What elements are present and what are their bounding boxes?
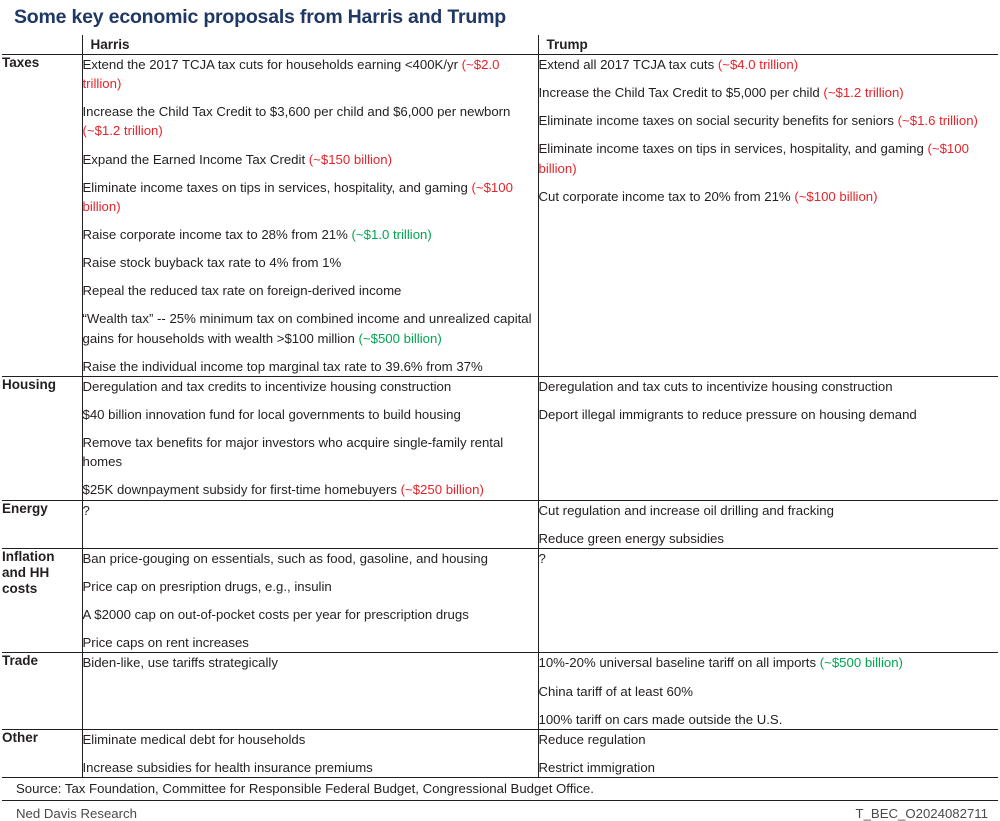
proposal-text: Eliminate medical debt for households (82, 731, 306, 747)
proposal-cost: (~$500 billion) (358, 330, 442, 346)
proposal-cost: (~$150 billion) (308, 151, 392, 167)
proposal-cost: (~$2.0 trillion) (82, 57, 500, 92)
proposal-item (539, 501, 999, 520)
proposal-item (539, 682, 999, 701)
harris-proposals-cell (82, 548, 538, 653)
proposal-cost: (~$1.6 trillion) (897, 113, 978, 129)
proposal-cost: (~$1.2 trillion) (823, 85, 904, 101)
proposal-item (539, 187, 999, 206)
proposal-cost: (~$1.0 trillion) (351, 226, 432, 242)
page-footer (2, 801, 998, 821)
proposal-text: Remove tax benefits for major investors who acquire single-family rental homes (82, 435, 504, 470)
proposal-text: Biden-like, use tariffs strategically (82, 655, 278, 671)
proposal-item (83, 253, 538, 272)
proposal-item (539, 529, 999, 548)
proposal-item (83, 653, 538, 672)
proposal-text: Cut regulation and increase oil drilling and fracking (538, 502, 834, 518)
proposal-item (539, 139, 999, 177)
proposal-text: “Wealth tax” -- 25% minimum tax on combined income and unrealized capital gains for households with wealth >$100 million (82, 311, 532, 346)
proposal-item (83, 730, 538, 749)
proposal-item (83, 281, 538, 300)
proposal-item (539, 653, 999, 672)
harris-proposals-cell (82, 500, 538, 548)
section-label: Housing (2, 376, 82, 500)
section-label: Trade (2, 653, 82, 729)
header-trump-cell (538, 35, 998, 55)
proposal-text: Deport illegal immigrants to reduce pressure on housing demand (538, 406, 917, 422)
harris-proposals-cell (82, 653, 538, 729)
source-note: Source: Tax Foundation, Committee for Responsible Federal Budget, Congressional Budget Office. (2, 778, 998, 801)
proposal-text: Increase the Child Tax Credit to $3,600 per child and $6,000 per newborn (82, 104, 511, 120)
proposal-item (539, 758, 999, 777)
proposal-text: Increase subsidies for health insurance premiums (82, 759, 373, 775)
proposal-cost: (~$500 billion) (819, 655, 903, 671)
proposal-text: Deregulation and tax cuts to incentivize housing construction (538, 378, 893, 394)
table-row (2, 376, 998, 500)
proposal-text: Raise corporate income tax to 28% from 21% (82, 226, 352, 242)
proposal-item (83, 55, 538, 93)
proposal-text: A $2000 cap on out-of-pocket costs per year for prescription drugs (82, 607, 469, 623)
proposal-item (83, 405, 538, 424)
proposal-item (83, 433, 538, 471)
proposal-text: Extend all 2017 TCJA tax cuts (538, 57, 718, 72)
proposal-text: China tariff of at least 60% (538, 683, 693, 699)
proposal-item (83, 309, 538, 347)
harris-proposals-cell (82, 55, 538, 377)
table-row (2, 653, 998, 729)
trump-proposals-cell (538, 729, 998, 777)
proposal-text: Increase the Child Tax Credit to $5,000 per child (538, 85, 824, 101)
harris-proposals-cell (82, 376, 538, 500)
footer-left: Ned Davis Research (16, 806, 137, 821)
proposal-item (539, 710, 999, 729)
trump-proposals-cell (538, 653, 998, 729)
proposal-item (83, 605, 538, 624)
proposal-text: Reduce green energy subsidies (538, 530, 724, 546)
trump-proposals-cell (538, 55, 998, 377)
proposal-text: $40 billion innovation fund for local governments to build housing (82, 406, 461, 422)
proposal-item (83, 758, 538, 777)
section-label: Taxes (2, 55, 82, 377)
proposal-item (83, 150, 538, 169)
proposal-item (539, 549, 999, 568)
proposal-cost: (~$250 billion) (400, 482, 484, 498)
table-row (2, 729, 998, 777)
proposal-cost: (~$100 billion) (538, 141, 969, 176)
trump-proposals-cell (538, 500, 998, 548)
section-label: Other (2, 729, 82, 777)
proposal-item (83, 501, 538, 520)
proposal-cost: (~$100 billion) (82, 179, 513, 214)
harris-proposals-cell (82, 729, 538, 777)
table-header-row (2, 35, 998, 55)
proposal-text: $25K downpayment subsidy for first-time homebuyers (82, 482, 401, 498)
page-title: Some key economic proposals from Harris and Trump (14, 6, 506, 28)
proposal-text: ? (82, 502, 90, 518)
section-label: Energy (2, 500, 82, 548)
proposal-text: Extend the 2017 TCJA tax cuts for households earning <400K/yr (82, 57, 462, 72)
proposal-item (83, 480, 538, 499)
proposal-text: Eliminate income taxes on social security benefits for seniors (538, 113, 898, 129)
proposal-text: Ban price-gouging on essentials, such as food, gasoline, and housing (82, 550, 488, 566)
proposal-text: Price cap on presription drugs, e.g., insulin (82, 578, 332, 594)
proposal-item (83, 577, 538, 596)
section-label: Inflation and HH costs (2, 548, 82, 653)
header-harris-cell (82, 35, 538, 55)
table-row (2, 548, 998, 653)
proposal-item (83, 377, 538, 396)
proposal-item (539, 405, 999, 424)
trump-proposals-cell (538, 548, 998, 653)
proposal-text: Eliminate income taxes on tips in services, hospitality, and gaming (538, 141, 928, 157)
proposal-item (83, 225, 538, 244)
proposal-item (539, 83, 999, 102)
table-row (2, 500, 998, 548)
proposal-text: Repeal the reduced tax rate on foreign-derived income (82, 283, 402, 299)
header-label-cell (2, 35, 82, 55)
table-row (2, 55, 998, 377)
footer-right: T_BEC_O2024082711 (855, 806, 988, 821)
proposal-text: 100% tariff on cars made outside the U.S. (538, 711, 783, 727)
proposal-text: ? (538, 550, 546, 566)
proposal-item (539, 111, 999, 130)
proposal-text: Restrict immigration (538, 759, 656, 775)
proposal-text: Price caps on rent increases (82, 635, 249, 651)
header-trump-text: Trump (546, 37, 588, 52)
proposal-text: Reduce regulation (538, 731, 646, 747)
proposal-text: 10%-20% universal baseline tariff on all imports (538, 655, 820, 671)
proposal-cost: (~$1.2 trillion) (82, 123, 163, 139)
proposal-text: Expand the Earned Income Tax Credit (82, 151, 309, 167)
proposals-table (2, 35, 998, 777)
proposal-text: Cut corporate income tax to 20% from 21% (538, 188, 795, 204)
proposal-text: Deregulation and tax credits to incentivize housing construction (82, 378, 452, 394)
proposal-item (539, 730, 999, 749)
proposal-item (83, 633, 538, 652)
proposal-item (539, 377, 999, 396)
header-harris-text: Harris (90, 37, 130, 52)
proposal-item (539, 55, 999, 74)
header-label-text (2, 35, 82, 39)
trump-proposals-cell (538, 376, 998, 500)
proposal-text: Eliminate income taxes on tips in services, hospitality, and gaming (82, 179, 472, 195)
proposal-item (83, 549, 538, 568)
proposal-text: Raise stock buyback tax rate to 4% from 1% (82, 255, 342, 271)
proposal-item (83, 357, 538, 376)
proposal-text: Raise the individual income top marginal tax rate to 39.6% from 37% (82, 358, 483, 374)
proposal-cost: (~$4.0 trillion) (717, 57, 799, 72)
proposal-item (83, 178, 538, 216)
proposal-item (83, 102, 538, 140)
proposal-cost: (~$100 billion) (794, 188, 878, 204)
